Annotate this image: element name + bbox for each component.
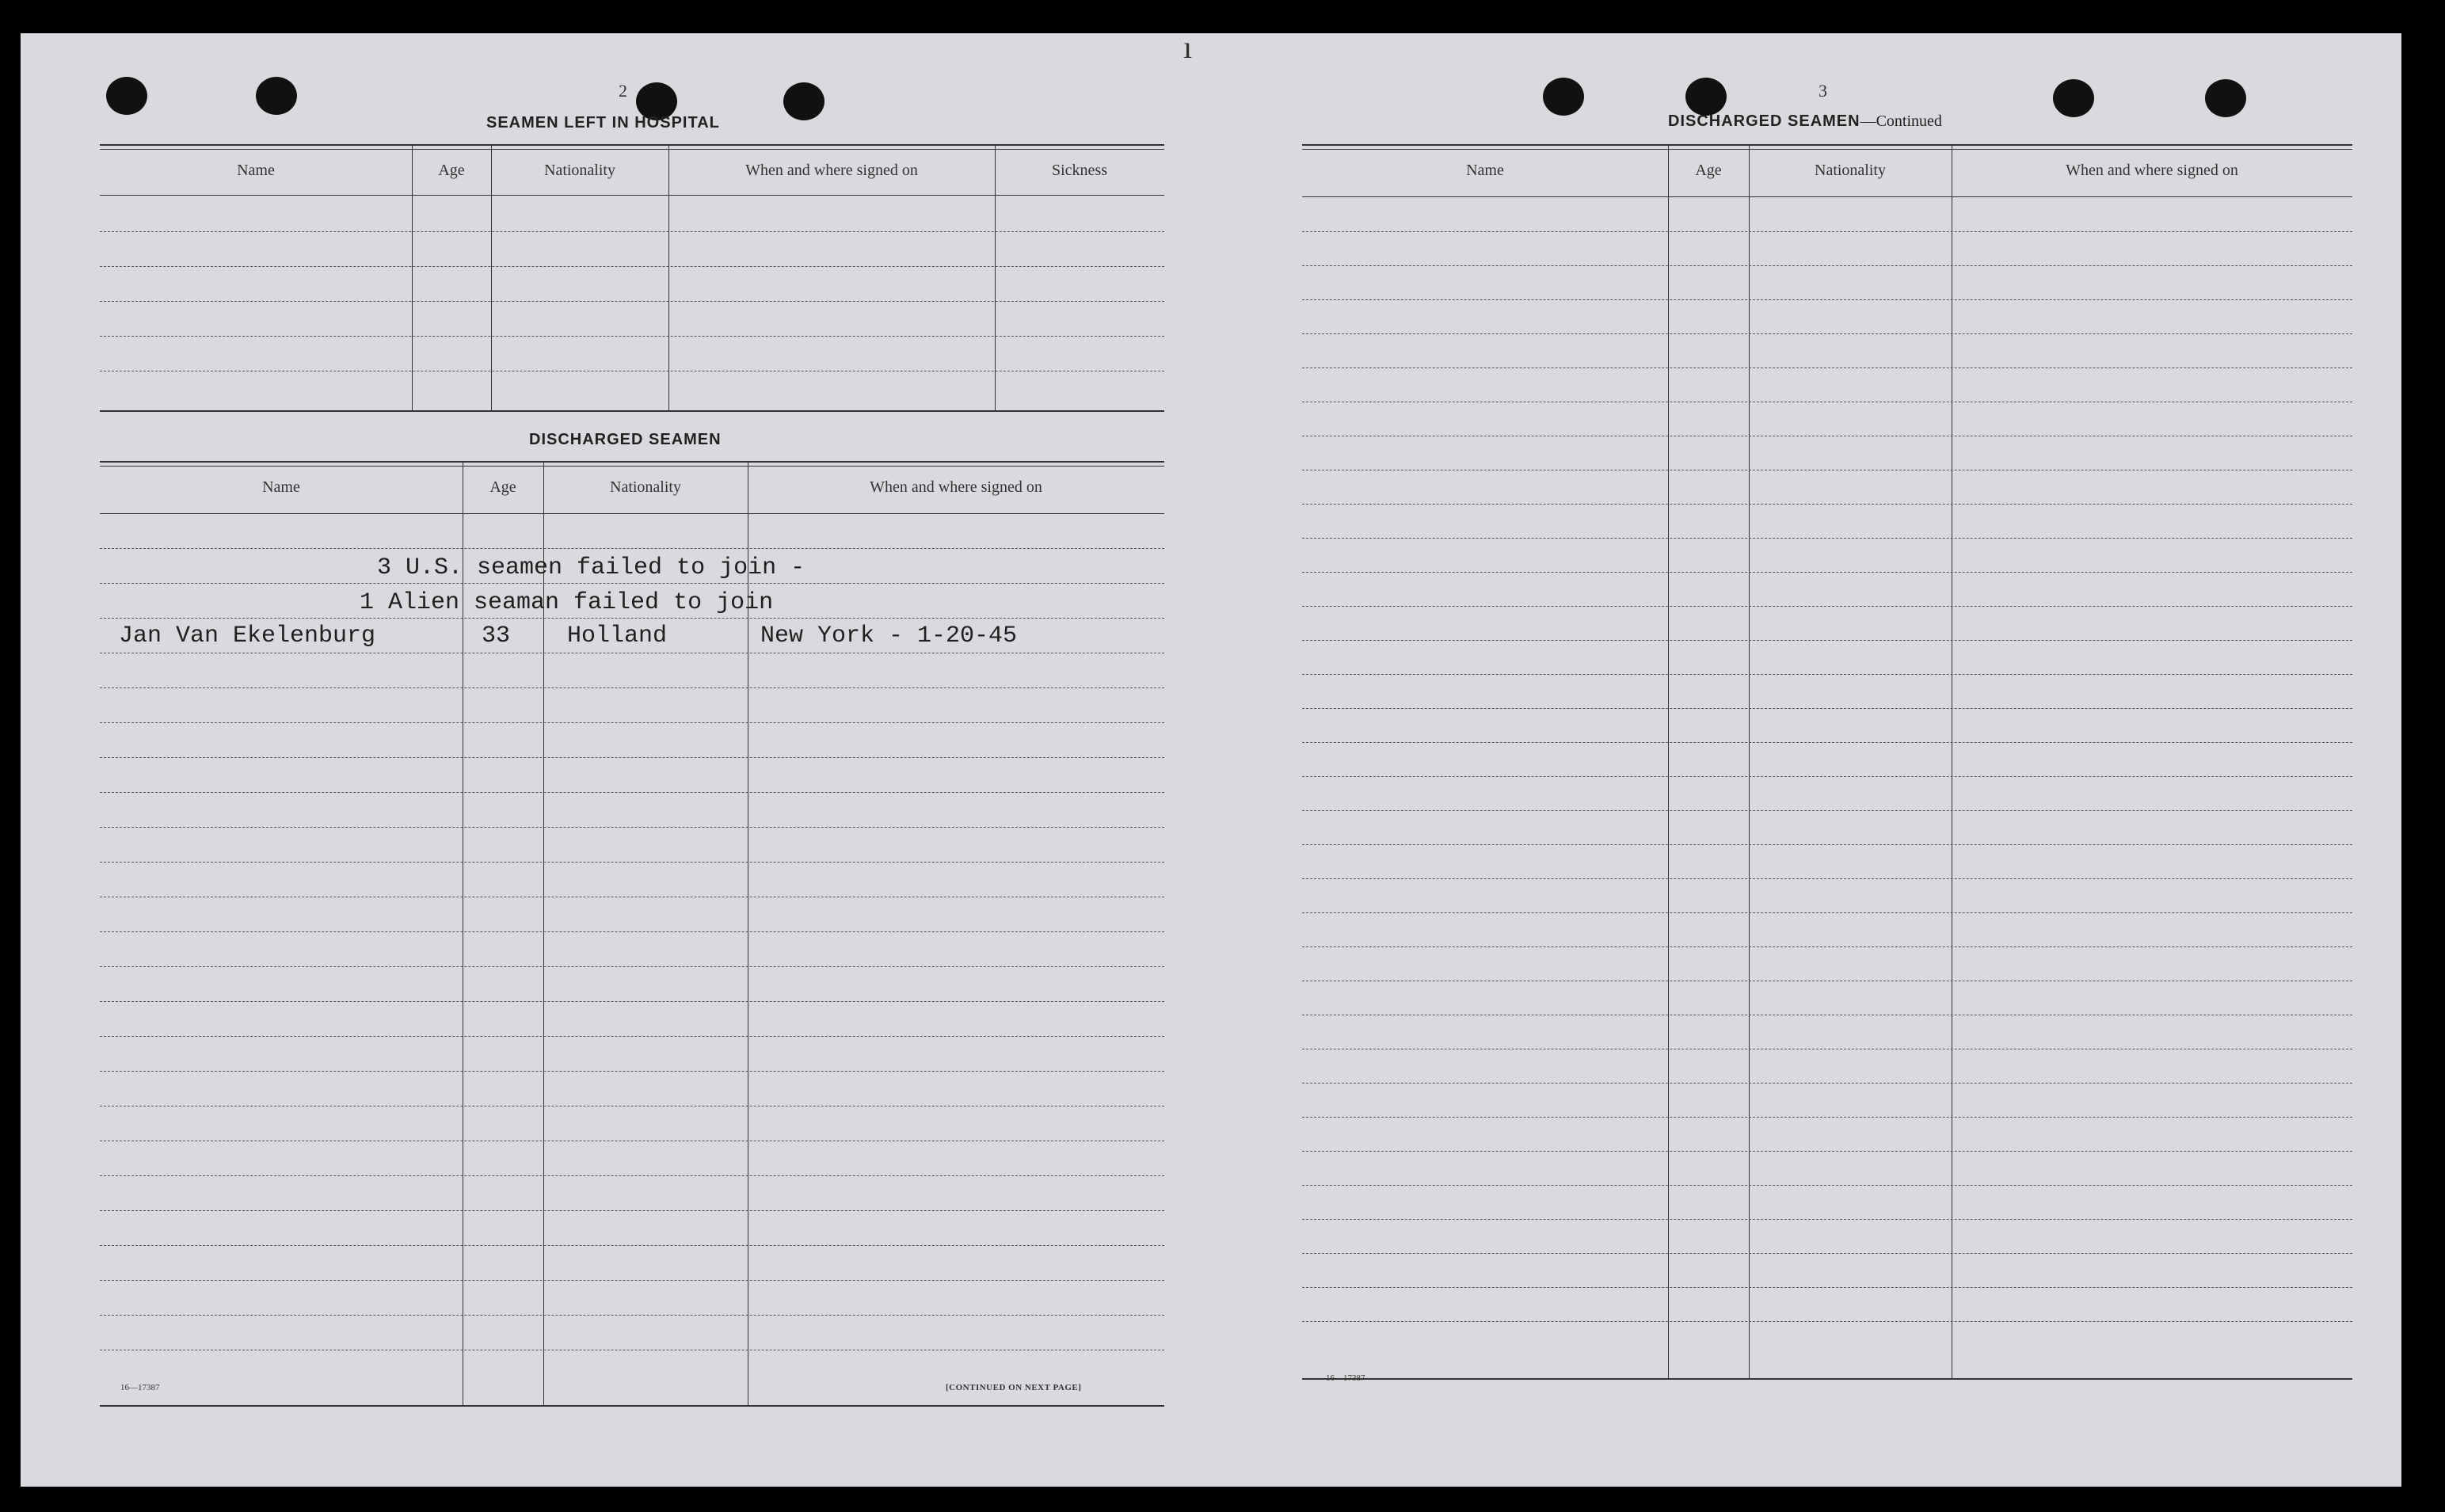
header-age: Age: [489, 478, 516, 496]
discharged-title: DISCHARGED SEAMEN: [1668, 112, 1860, 130]
discharged-table: [100, 461, 1164, 1407]
discharged-continued-table: [1302, 144, 2352, 1380]
header-nationality: Nationality: [544, 162, 615, 179]
header-nationality: Nationality: [1815, 162, 1886, 179]
discharged-section-title: DISCHARGED SEAMEN: [529, 431, 722, 448]
punch-hole: [2053, 79, 2094, 117]
header-name: Name: [262, 478, 300, 496]
note-us-seamen: 3 U.S. seamen failed to join -: [377, 554, 805, 581]
discharged-continued-title: [1668, 112, 1942, 131]
form-number: 16—17387: [120, 1383, 160, 1392]
scan-mark: ı: [1183, 29, 1193, 65]
header-age: Age: [438, 162, 465, 179]
entry-signed-on: New York - 1-20-45: [760, 623, 1018, 649]
header-nationality: Nationality: [610, 478, 681, 496]
note-alien-seaman: 1 Alien seaman failed to join: [360, 589, 774, 616]
punch-hole: [2205, 79, 2246, 117]
header-name: Name: [1466, 162, 1504, 179]
punch-hole: [256, 77, 297, 115]
left-page: [21, 33, 1217, 1487]
punch-hole: [783, 82, 825, 120]
entry-age: 33: [482, 623, 511, 649]
hospital-table: [100, 144, 1164, 412]
continued-suffix: —Continued: [1860, 112, 1942, 130]
page-number: 2: [619, 81, 627, 101]
punch-hole: [1685, 78, 1727, 116]
right-page: [1183, 29, 2401, 1487]
register-sheet: [21, 29, 2401, 1487]
header-signed-on: When and where signed on: [870, 478, 1042, 496]
punch-hole: [106, 77, 147, 115]
entry-name: Jan Van Ekelenburg: [119, 623, 376, 649]
header-age: Age: [1695, 162, 1722, 179]
page-number: 3: [1819, 81, 1827, 101]
header-signed-on: When and where signed on: [2066, 162, 2238, 179]
punch-hole: [1543, 78, 1584, 116]
hospital-section-title: SEAMEN LEFT IN HOSPITAL: [486, 114, 720, 131]
entry-nationality: Holland: [567, 623, 668, 649]
form-number: 16—17387: [1326, 1373, 1365, 1383]
continued-note: [CONTINUED ON NEXT PAGE]: [946, 1383, 1082, 1392]
header-sickness: Sickness: [1052, 162, 1107, 179]
header-signed-on: When and where signed on: [745, 162, 918, 179]
header-name: Name: [237, 162, 275, 179]
